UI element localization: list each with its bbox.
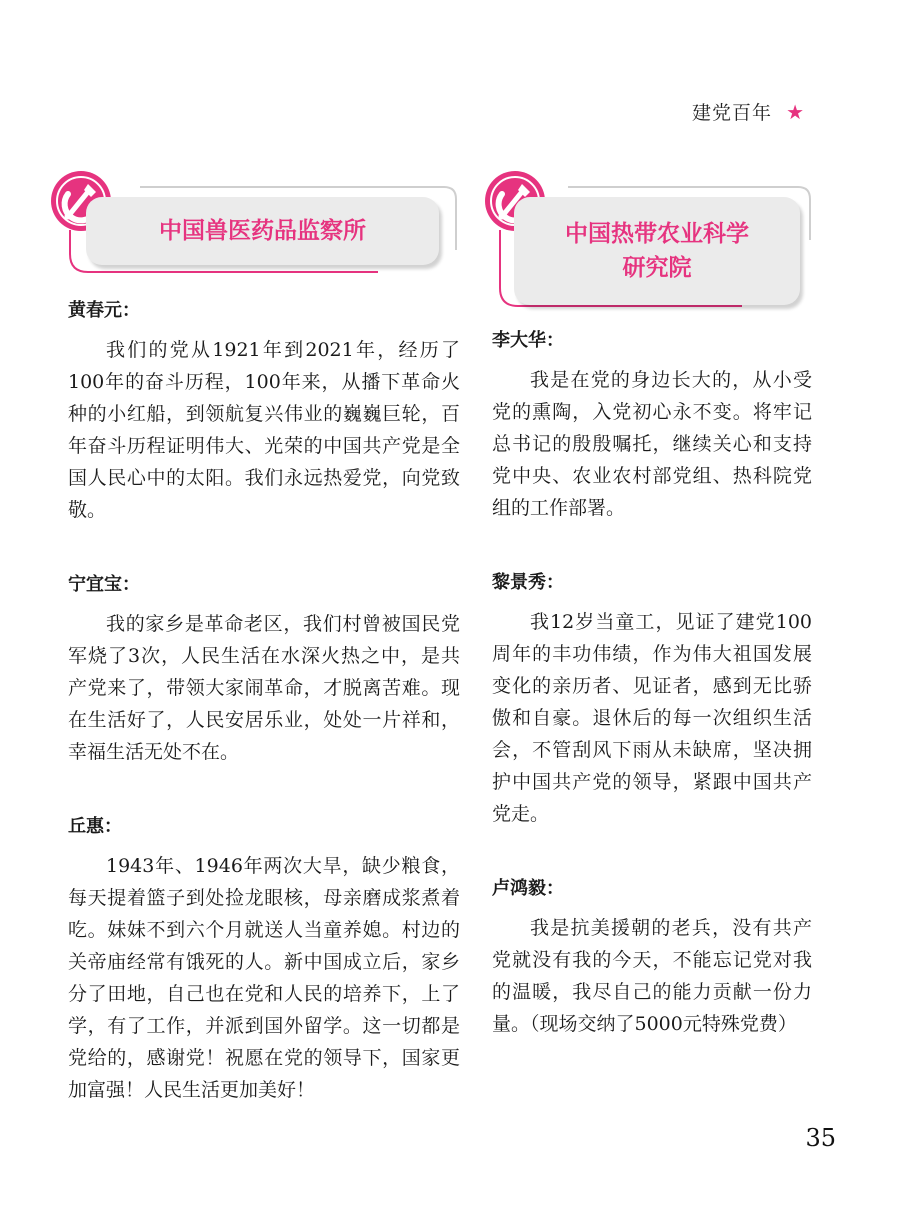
org-title-left — [86, 197, 439, 265]
speech-text: 我们的党从1921年到2021年，经历了100年的奋斗历程，100年来，从播下革命火种的小红船，到领航复兴伟业的巍巍巨轮，百年奋斗历程证明伟大、光荣的中国共产党是全国人民心中的太阳。我们永远热爱党，向党致敬。 — [68, 339, 460, 521]
org-title-right-line1: 中国热带农业科学 — [565, 221, 749, 247]
testimony-2 — [48, 572, 460, 768]
running-head — [692, 98, 804, 125]
page-number: 35 — [805, 1124, 836, 1152]
org-header-left — [48, 170, 460, 298]
org-header-right — [482, 170, 812, 328]
org-title-left-text: 中国兽医药品监察所 — [159, 218, 366, 244]
speech-text: 我12岁当童工，见证了建党100周年的丰功伟绩，作为伟大祖国发展变化的亲历者、见证者，感到无比骄傲和自豪。退休后的每一次组织生活会，不管刮风下雨从未缺席，坚决拥护中国共产党的领导，紧跟中国共产党走。 — [492, 611, 812, 825]
speaker-name: 李大华： — [492, 330, 564, 351]
org-title-right — [514, 197, 800, 305]
star-icon: ★ — [786, 99, 804, 124]
right-column — [482, 170, 812, 1086]
speech-text: 我是在党的身边长大的，从小受党的熏陶，入党初心永不变。将牢记总书记的殷殷嘱托，继续关心和支持党中央、农业农村部党组、热科院党组的工作部署。 — [492, 369, 812, 519]
speaker-name: 卢鸿毅： — [492, 878, 564, 899]
testimony-4 — [482, 328, 812, 524]
speech-text: 1943年、1946年两次大旱，缺少粮食，每天提着篮子到处捡龙眼核，母亲磨成浆煮着吃。妹妹不到六个月就送人当童养媳。村边的关帝庙经常有饿死的人。新中国成立后，家乡分了田地，自己也在党和人民的培养下，上了学，有了工作，并派到国外留学。这一切都是党给的，感谢党！祝愿在党的领导下，国家更加富强！人民生活更加美好！ — [68, 855, 460, 1101]
speaker-name: 宁宜宝： — [68, 574, 140, 595]
speaker-name: 黎景秀： — [492, 572, 564, 593]
left-column — [48, 170, 460, 1152]
testimony-3 — [48, 814, 460, 1106]
testimony-1 — [48, 298, 460, 526]
speaker-name: 丘惠： — [68, 816, 122, 837]
speech-text: 我是抗美援朝的老兵，没有共产党就没有我的今天，不能忘记党对我的温暖，我尽自己的能力贡献一份力量。（现场交纳了5000元特殊党费） — [492, 917, 812, 1035]
testimony-6 — [482, 876, 812, 1040]
testimony-5 — [482, 570, 812, 830]
org-title-right-line2: 研究院 — [622, 255, 692, 281]
speech-text: 我的家乡是革命老区，我们村曾被国民党军烧了3次，人民生活在水深火热之中，是共产党来了，带领大家闹革命，才脱离苦难。现在生活好了，人民安居乐业，处处一片祥和，幸福生活无处不在。 — [68, 613, 460, 763]
speaker-name: 黄春元： — [68, 300, 140, 321]
section-title: 建党百年 — [692, 102, 773, 124]
